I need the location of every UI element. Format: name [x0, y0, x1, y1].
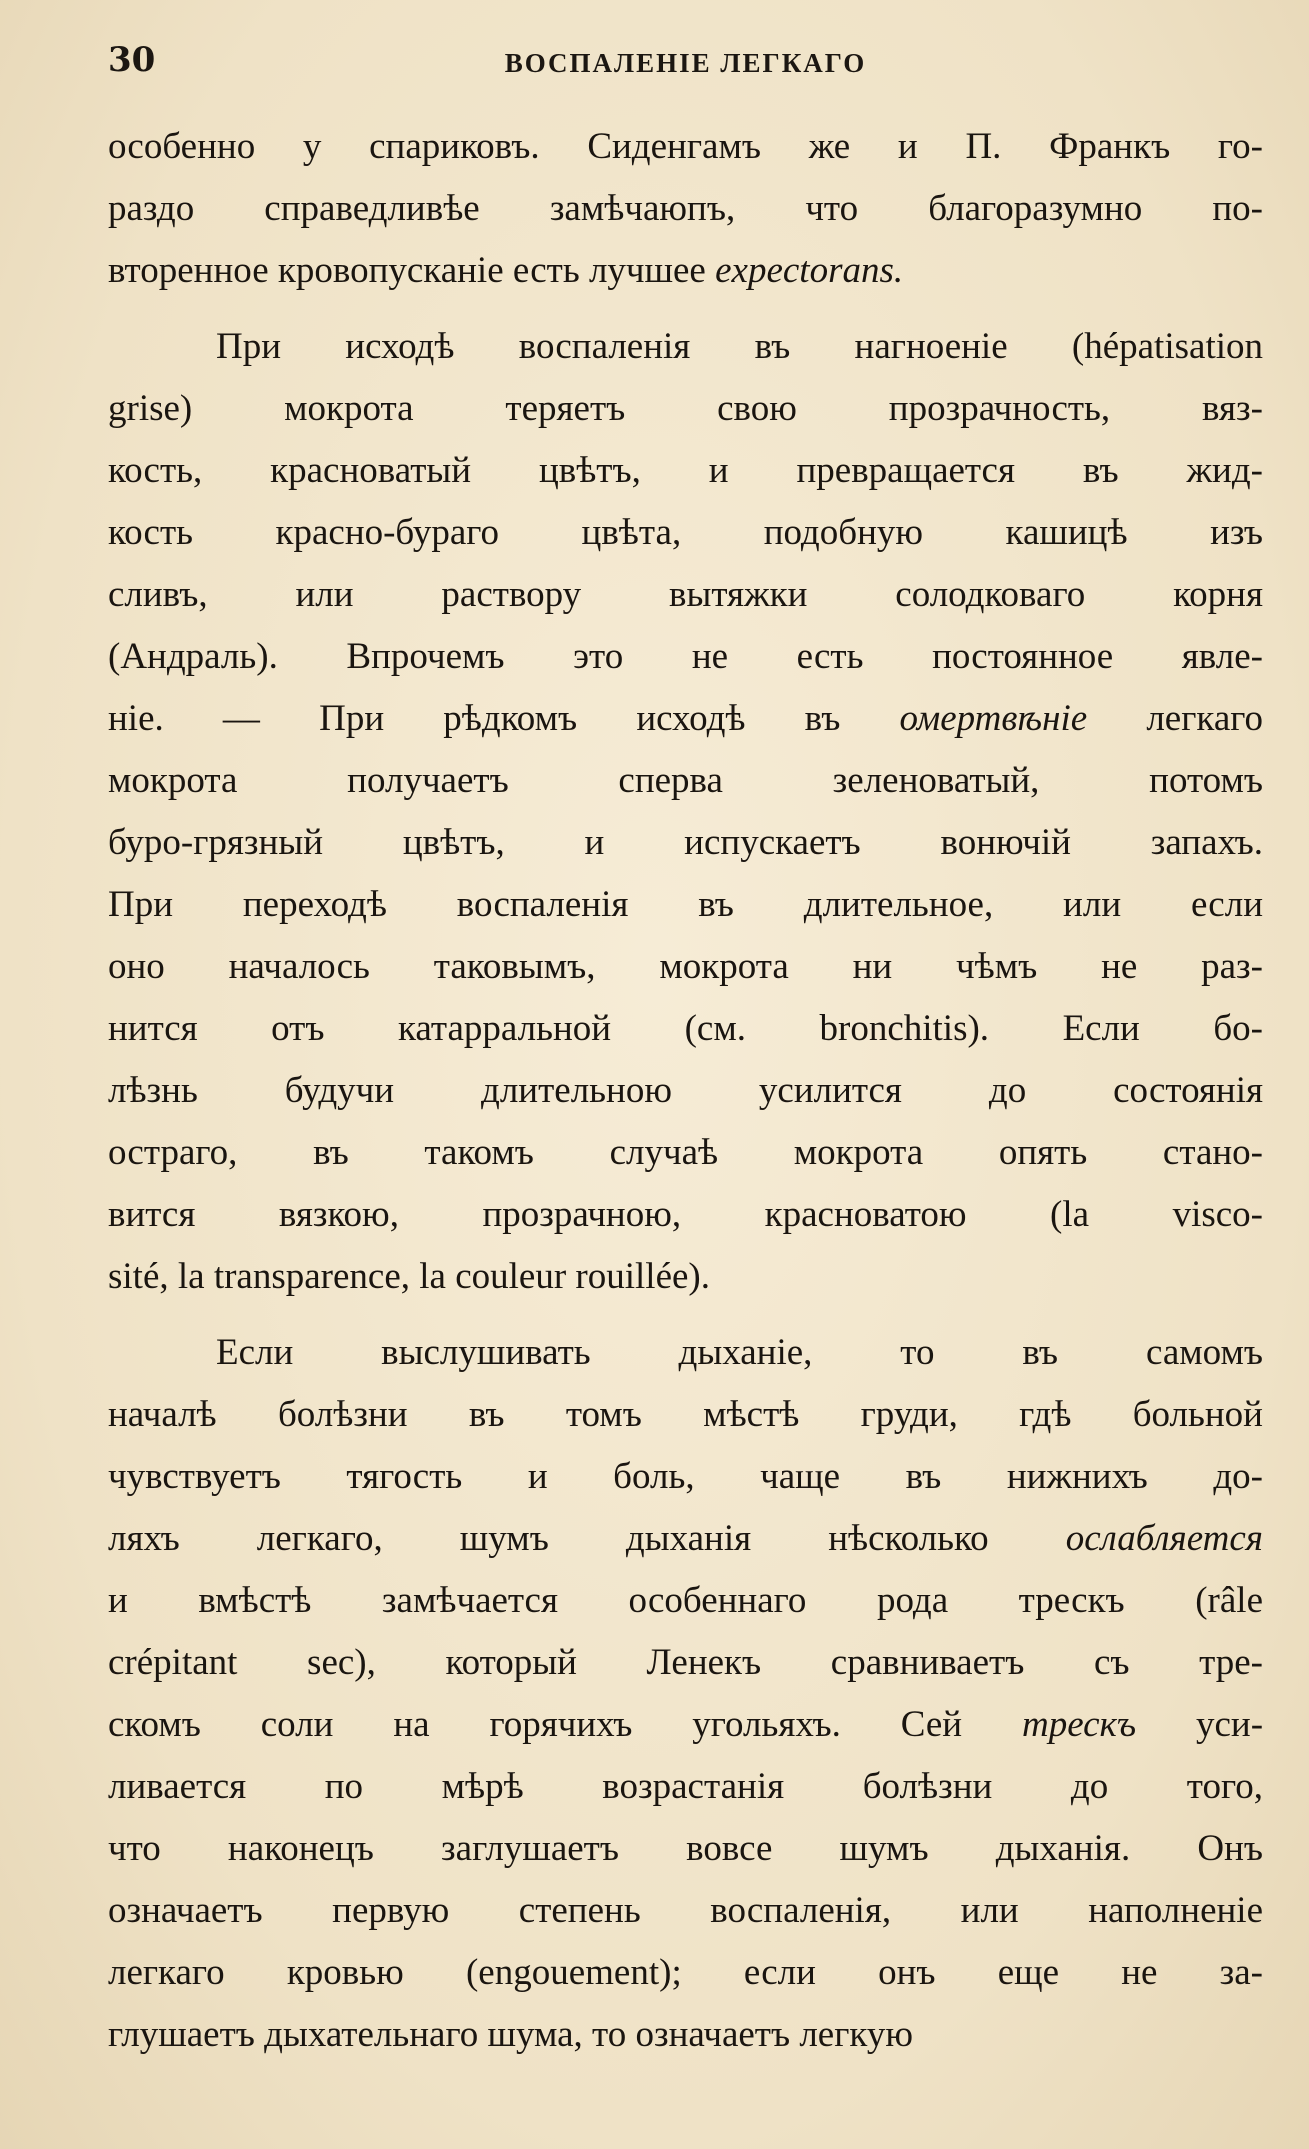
text-line: [108, 1694, 1263, 1756]
body-text: [108, 116, 1263, 2066]
text-line: [108, 1756, 1263, 1818]
text-run: grise) мокрота теряетъ свою прозрачность, вяз-: [108, 388, 1263, 429]
text-line: [108, 440, 1263, 502]
text-line: [108, 1818, 1263, 1880]
paragraph: [108, 1322, 1263, 2066]
text-line: [108, 1060, 1263, 1122]
text-run: что наконецъ заглушаетъ вовсе шумъ дыханія. Онъ: [108, 1828, 1263, 1869]
text-run: остраго, въ такомъ случаѣ мокрота опять стано-: [108, 1132, 1263, 1173]
text-run: означаетъ первую степень воспаленія, или наполненіе: [108, 1890, 1263, 1931]
paragraph-gap: [108, 1308, 1263, 1322]
text-run: crépitant sec), который Ленекъ сравниваетъ съ тре-: [108, 1642, 1263, 1683]
text-line: [108, 998, 1263, 1060]
text-line: [108, 626, 1263, 688]
text-run: легкаго: [1087, 698, 1263, 739]
text-line: [108, 688, 1263, 750]
text-run: ляхъ легкаго, шумъ дыханія нѣсколько: [108, 1518, 1066, 1559]
text-line: [108, 1508, 1263, 1570]
page-number: 30: [108, 40, 156, 80]
text-run: sité, la transparence, la couleur rouillée).: [108, 1256, 710, 1297]
text-run: скомъ соли на горячихъ угольяхъ. Сей: [108, 1704, 1022, 1745]
text-run: ливается по мѣрѣ возрастанія болѣзни до того,: [108, 1766, 1263, 1807]
text-run: оно началось таковымъ, мокрота ни чѣмъ не раз-: [108, 946, 1263, 987]
text-run: вторенное кровопусканіе есть лучшее: [108, 250, 716, 291]
paragraph: [108, 116, 1263, 302]
text-run: нится отъ катарральной (см. bronchitis). Если бо-: [108, 1008, 1263, 1049]
text-run: началѣ болѣзни въ томъ мѣстѣ груди, гдѣ больной: [108, 1394, 1263, 1435]
text-run: ніе. — При рѣдкомъ исходѣ въ: [108, 698, 900, 739]
text-line: [108, 1246, 1263, 1308]
text-line: [108, 564, 1263, 626]
text-run: лѣзнь будучи длительною усилится до состоянія: [108, 1070, 1263, 1111]
text-run: вится вязкою, прозрачною, красноватою (la visco-: [108, 1194, 1263, 1235]
running-head: [108, 40, 1263, 90]
text-run: кость красно-бураго цвѣта, подобную кашицѣ изъ: [108, 512, 1263, 553]
paragraph: [108, 316, 1263, 1308]
italic-text: трескъ: [1021, 1704, 1137, 1745]
text-line: [108, 1384, 1263, 1446]
text-line: [108, 812, 1263, 874]
text-line: [108, 1632, 1263, 1694]
text-run: буро-грязный цвѣтъ, и испускаетъ вонючій запахъ.: [108, 822, 1263, 863]
running-title: ВОСПАЛЕНІЕ ЛЕГКАГО: [504, 48, 867, 78]
text-line: [108, 874, 1263, 936]
text-run: особенно у спариковъ. Сиденгамъ же и П. Франкъ го-: [108, 126, 1263, 167]
italic-text: expectorans.: [715, 250, 904, 291]
text-run: Если выслушивать дыханіе, то въ самомъ: [216, 1332, 1263, 1373]
paragraph-gap: [108, 302, 1263, 316]
text-line: [108, 240, 1263, 302]
text-run: легкаго кровью (engouement); если онъ еще не за-: [108, 1952, 1263, 1993]
italic-text: ослабляется: [1065, 1518, 1263, 1559]
text-run: сливъ, или раствору вытяжки солодковаго корня: [108, 574, 1263, 615]
text-line: [108, 936, 1263, 998]
text-run: (Андраль). Впрочемъ это не есть постоянное явле-: [108, 636, 1263, 677]
text-line: [108, 2004, 1263, 2066]
italic-text: омертвѣніе: [899, 698, 1088, 739]
text-run: и вмѣстѣ замѣчается особеннаго рода трескъ (râle: [108, 1580, 1263, 1621]
text-line: [108, 502, 1263, 564]
text-line: [108, 316, 1263, 378]
text-line: [108, 750, 1263, 812]
text-line: [108, 1122, 1263, 1184]
text-line: [108, 378, 1263, 440]
text-line: [108, 1184, 1263, 1246]
text-run: При переходѣ воспаленія въ длительное, или если: [108, 884, 1263, 925]
text-line: [108, 1570, 1263, 1632]
text-run: кость, красноватый цвѣтъ, и превращается въ жид-: [108, 450, 1263, 491]
text-line: [108, 1880, 1263, 1942]
text-run: мокрота получаетъ сперва зеленоватый, потомъ: [108, 760, 1263, 801]
text-run: раздо справедливѣе замѣчаюпъ, что благоразумно по-: [108, 188, 1263, 229]
text-run: глушаетъ дыхательнаго шума, то означаетъ легкую: [108, 2014, 914, 2055]
text-line: [108, 116, 1263, 178]
text-run: чувствуетъ тягость и боль, чаще въ нижнихъ до-: [108, 1456, 1263, 1497]
text-run: При исходѣ воспаленія въ нагноеніе (hépatisation: [216, 326, 1263, 367]
text-line: [108, 1322, 1263, 1384]
text-run: уси-: [1136, 1704, 1263, 1745]
text-line: [108, 1446, 1263, 1508]
text-line: [108, 1942, 1263, 2004]
text-line: [108, 178, 1263, 240]
